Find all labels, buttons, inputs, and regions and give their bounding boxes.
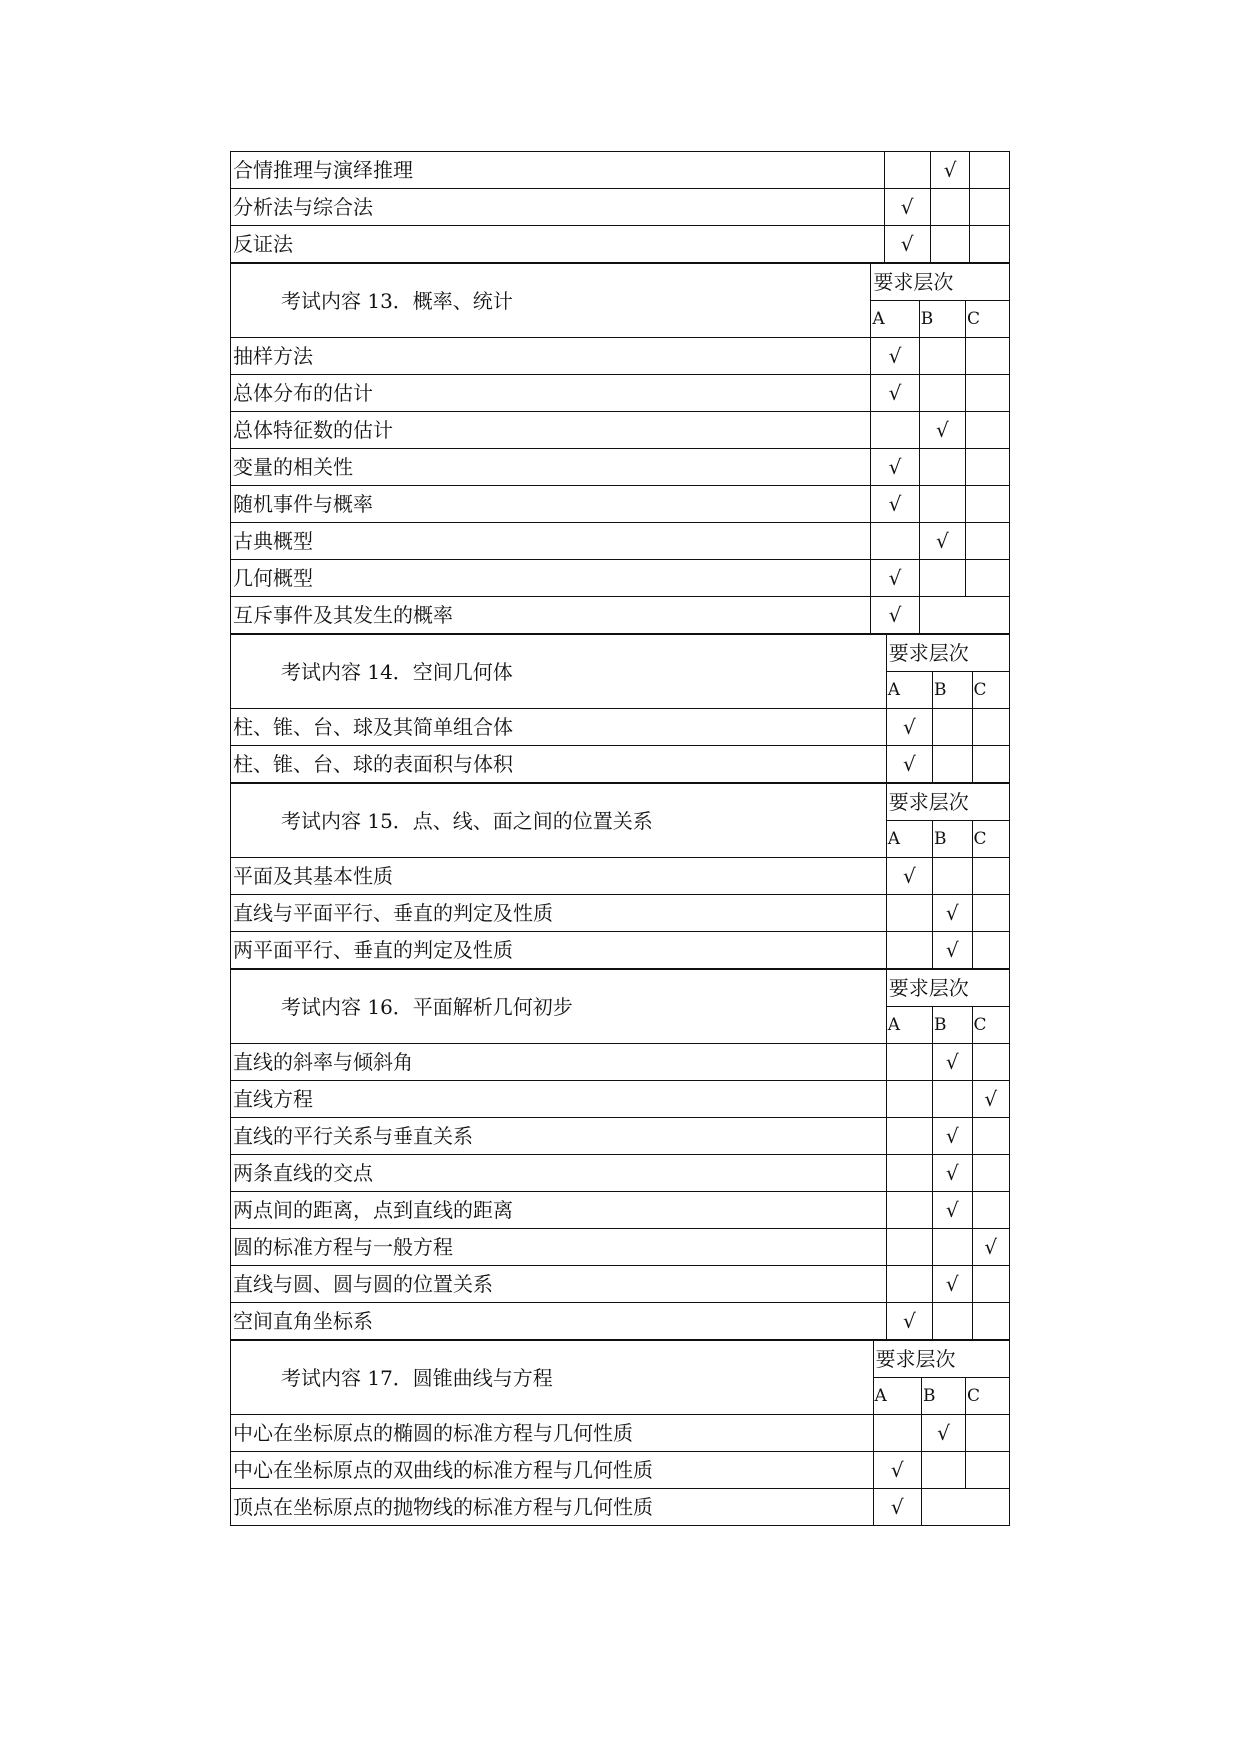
level-b-cell — [932, 932, 972, 969]
level-a-cell — [886, 895, 932, 932]
topic-label: 顶点在坐标原点的抛物线的标准方程与几何性质 — [231, 1489, 874, 1526]
level-header-b: B — [932, 1007, 972, 1044]
level-a-cell — [871, 523, 919, 560]
level-c-cell — [972, 709, 1009, 746]
section-header-row — [231, 1341, 1010, 1378]
level-a-cell — [871, 597, 919, 634]
level-c-cell — [965, 523, 1009, 560]
check-mark: √ — [945, 1124, 959, 1148]
level-a-cell — [871, 412, 919, 449]
table-row — [231, 189, 1010, 226]
table-row — [231, 449, 1010, 486]
level-b-cell — [921, 1452, 965, 1489]
level-a-cell — [886, 1155, 932, 1192]
table-row — [231, 1044, 1010, 1081]
check-mark: √ — [890, 1458, 904, 1482]
level-c-cell — [965, 375, 1009, 412]
level-header-a: A — [871, 301, 919, 338]
topic-label: 变量的相关性 — [231, 449, 871, 486]
table-row — [231, 1452, 1010, 1489]
table-row — [231, 412, 1010, 449]
topic-label: 平面及其基本性质 — [231, 858, 887, 895]
level-a-cell — [871, 449, 919, 486]
table-row — [231, 1081, 1010, 1118]
level-a-cell — [884, 189, 930, 226]
level-b-cell — [921, 1415, 965, 1452]
level-a-cell — [886, 858, 932, 895]
level-c-cell — [972, 1229, 1009, 1266]
table-row — [231, 858, 1010, 895]
section-header-row — [231, 635, 1010, 672]
level-c-cell — [965, 486, 1009, 523]
level-c-cell — [972, 1303, 1009, 1340]
requirement-level-label: 要求层次 — [871, 264, 1010, 301]
level-header-c: C — [972, 672, 1009, 709]
requirements-document — [230, 151, 1010, 1526]
level-b-cell — [932, 1155, 972, 1192]
level-c-cell — [972, 1192, 1009, 1229]
topic-label: 两平面平行、垂直的判定及性质 — [231, 932, 887, 969]
check-mark: √ — [984, 1087, 998, 1111]
requirement-level-label: 要求层次 — [886, 784, 1009, 821]
level-a-cell — [886, 709, 932, 746]
table-row — [231, 152, 1010, 189]
level-header-c: C — [965, 301, 1009, 338]
table-row — [231, 932, 1010, 969]
section-table — [230, 263, 1010, 634]
level-a-cell — [871, 338, 919, 375]
level-b-cell — [919, 523, 965, 560]
level-header-b: B — [932, 821, 972, 858]
check-mark: √ — [890, 1495, 904, 1519]
level-a-cell — [886, 1044, 932, 1081]
check-mark: √ — [945, 1161, 959, 1185]
level-c-cell — [965, 560, 1009, 597]
level-c-cell — [972, 932, 1009, 969]
section-title: 考试内容 14．空间几何体 — [231, 635, 887, 709]
level-c-cell — [972, 1044, 1009, 1081]
level-c-cell — [972, 1266, 1009, 1303]
level-b-cell — [919, 449, 965, 486]
level-a-cell — [871, 560, 919, 597]
check-mark: √ — [943, 158, 957, 182]
level-b-cell — [932, 1229, 972, 1266]
level-a-cell — [873, 1489, 921, 1526]
check-mark: √ — [888, 381, 902, 405]
level-a-cell — [871, 375, 919, 412]
section-title: 考试内容 17．圆锥曲线与方程 — [231, 1341, 874, 1415]
level-b-cell — [932, 895, 972, 932]
section-title: 考试内容 13．概率、统计 — [231, 264, 871, 338]
topic-label: 直线与圆、圆与圆的位置关系 — [231, 1266, 887, 1303]
level-c-cell — [972, 746, 1009, 783]
level-header-a: A — [886, 672, 932, 709]
check-mark: √ — [937, 1421, 950, 1445]
table-row — [231, 1266, 1010, 1303]
check-mark: √ — [900, 195, 914, 219]
table-row — [231, 709, 1010, 746]
level-c-cell — [972, 1118, 1009, 1155]
section-table — [230, 969, 1010, 1340]
level-c-cell — [972, 1155, 1009, 1192]
topic-label: 两条直线的交点 — [231, 1155, 887, 1192]
level-a-cell — [886, 932, 932, 969]
topic-label: 直线的斜率与倾斜角 — [231, 1044, 887, 1081]
section-title: 考试内容 16．平面解析几何初步 — [231, 970, 887, 1044]
level-b-cell — [932, 746, 972, 783]
level-header-c: C — [972, 821, 1009, 858]
check-mark: √ — [902, 752, 916, 776]
level-header-a: A — [873, 1378, 921, 1415]
level-header-b: B — [919, 301, 965, 338]
table-row — [231, 338, 1010, 375]
topic-label: 几何概型 — [231, 560, 871, 597]
topic-label: 抽样方法 — [231, 338, 871, 375]
table-row — [231, 375, 1010, 412]
level-a-cell — [886, 1192, 932, 1229]
topic-label: 柱、锥、台、球及其简单组合体 — [231, 709, 887, 746]
table-row — [231, 523, 1010, 560]
check-mark: √ — [888, 455, 902, 479]
topic-label: 中心在坐标原点的椭圆的标准方程与几何性质 — [231, 1415, 874, 1452]
section-title: 考试内容 15．点、线、面之间的位置关系 — [231, 784, 887, 858]
level-b-cell — [932, 1044, 972, 1081]
check-mark: √ — [888, 492, 902, 516]
check-mark: √ — [888, 566, 902, 590]
section-table — [230, 783, 1010, 969]
level-a-cell — [884, 226, 930, 263]
level-c-cell — [970, 189, 1010, 226]
level-header-a: A — [886, 1007, 932, 1044]
topic-label: 空间直角坐标系 — [231, 1303, 887, 1340]
level-a-cell — [871, 486, 919, 523]
requirement-level-label: 要求层次 — [873, 1341, 1009, 1378]
topic-label: 中心在坐标原点的双曲线的标准方程与几何性质 — [231, 1452, 874, 1489]
level-b-cell — [932, 1303, 972, 1340]
level-header-b: B — [932, 672, 972, 709]
table-row — [231, 1303, 1010, 1340]
check-mark: √ — [935, 529, 949, 553]
level-b-cell — [919, 375, 965, 412]
level-a-cell — [886, 1118, 932, 1155]
level-c-cell — [972, 1081, 1009, 1118]
level-b-cell — [919, 338, 965, 375]
level-b-cell — [919, 560, 965, 597]
table-row — [231, 226, 1010, 263]
check-mark: √ — [902, 1309, 916, 1333]
topic-label: 合情推理与演绎推理 — [231, 152, 885, 189]
check-mark: √ — [900, 232, 914, 256]
level-header-c: C — [972, 1007, 1009, 1044]
requirement-level-label: 要求层次 — [886, 970, 1009, 1007]
check-mark: √ — [935, 418, 949, 442]
topic-label: 总体分布的估计 — [231, 375, 871, 412]
level-b-cell — [919, 486, 965, 523]
requirement-level-label: 要求层次 — [886, 635, 1009, 672]
table-row — [231, 1155, 1010, 1192]
table-row — [231, 895, 1010, 932]
section-table — [230, 151, 1010, 263]
level-c-cell — [972, 858, 1009, 895]
level-a-cell — [884, 152, 930, 189]
table-row — [231, 486, 1010, 523]
check-mark: √ — [945, 901, 959, 925]
topic-label: 直线与平面平行、垂直的判定及性质 — [231, 895, 887, 932]
level-b-cell — [932, 858, 972, 895]
level-c-cell — [970, 226, 1010, 263]
level-b-cell — [930, 226, 970, 263]
level-a-cell — [886, 1081, 932, 1118]
level-c-cell — [972, 895, 1009, 932]
level-header-c: C — [965, 1378, 1009, 1415]
level-b-cell — [932, 1081, 972, 1118]
topic-label: 圆的标准方程与一般方程 — [231, 1229, 887, 1266]
topic-label: 互斥事件及其发生的概率 — [231, 597, 871, 634]
table-row — [231, 746, 1010, 783]
section-header-row — [231, 784, 1010, 821]
level-a-cell — [886, 1303, 932, 1340]
level-header-b: B — [921, 1378, 965, 1415]
level-a-cell — [873, 1452, 921, 1489]
level-a-cell — [886, 746, 932, 783]
level-b-cell — [930, 189, 970, 226]
check-mark: √ — [945, 1272, 959, 1296]
level-bc-cell — [919, 597, 1009, 634]
section-header-row — [231, 264, 1010, 301]
table-row — [231, 1489, 1010, 1526]
topic-label: 反证法 — [231, 226, 885, 263]
topic-label: 两点间的距离，点到直线的距离 — [231, 1192, 887, 1229]
table-row — [231, 1229, 1010, 1266]
table-row — [231, 597, 1010, 634]
level-c-cell — [965, 449, 1009, 486]
check-mark: √ — [984, 1235, 998, 1259]
table-row — [231, 1192, 1010, 1229]
table-row — [231, 1118, 1010, 1155]
check-mark: √ — [888, 344, 902, 368]
level-c-cell — [965, 1415, 1009, 1452]
level-b-cell — [932, 1266, 972, 1303]
level-c-cell — [965, 338, 1009, 375]
section-table — [230, 1340, 1010, 1526]
level-b-cell — [932, 1118, 972, 1155]
level-b-cell — [930, 152, 970, 189]
section-header-row — [231, 970, 1010, 1007]
level-a-cell — [873, 1415, 921, 1452]
level-c-cell — [970, 152, 1010, 189]
level-b-cell — [919, 412, 965, 449]
level-bc-cell — [921, 1489, 1009, 1526]
topic-label: 古典概型 — [231, 523, 871, 560]
level-header-a: A — [886, 821, 932, 858]
level-c-cell — [965, 1452, 1009, 1489]
topic-label: 柱、锥、台、球的表面积与体积 — [231, 746, 887, 783]
check-mark: √ — [888, 603, 902, 627]
table-row — [231, 1415, 1010, 1452]
check-mark: √ — [902, 864, 916, 888]
check-mark: √ — [945, 1050, 959, 1074]
topic-label: 直线的平行关系与垂直关系 — [231, 1118, 887, 1155]
check-mark: √ — [945, 938, 959, 962]
level-b-cell — [932, 1192, 972, 1229]
check-mark: √ — [902, 715, 916, 739]
level-c-cell — [965, 412, 1009, 449]
check-mark: √ — [945, 1198, 959, 1222]
topic-label: 直线方程 — [231, 1081, 887, 1118]
table-row — [231, 560, 1010, 597]
section-table — [230, 634, 1010, 783]
level-b-cell — [932, 709, 972, 746]
level-a-cell — [886, 1266, 932, 1303]
level-a-cell — [886, 1229, 932, 1266]
topic-label: 总体特征数的估计 — [231, 412, 871, 449]
topic-label: 分析法与综合法 — [231, 189, 885, 226]
topic-label: 随机事件与概率 — [231, 486, 871, 523]
